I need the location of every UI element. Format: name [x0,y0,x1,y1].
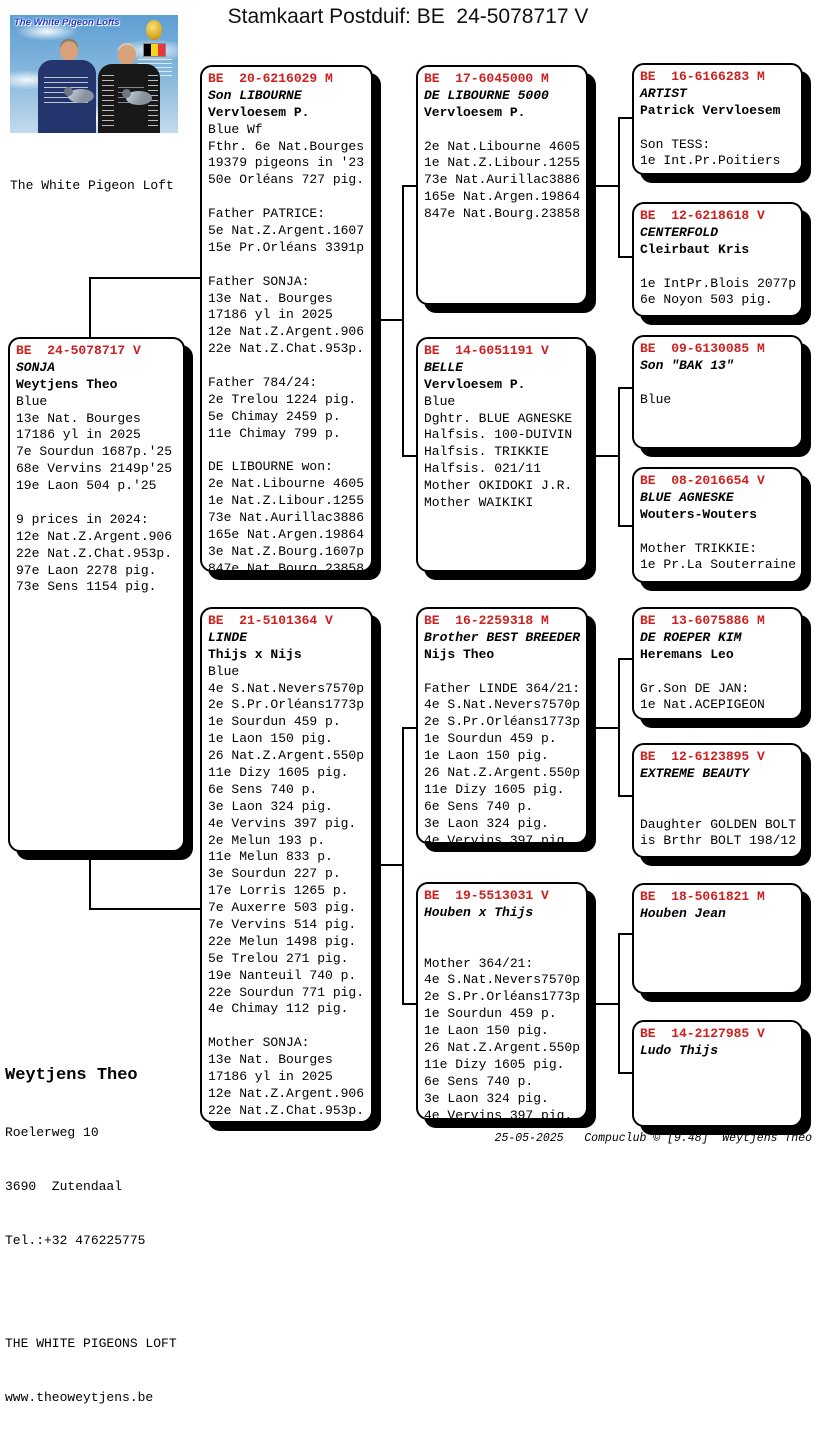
perf-line [208,1018,365,1035]
pigeon-name: Houben x Thijs [424,904,534,920]
footer-loft-name: THE WHITE PIGEONS LOFT [5,1336,177,1351]
perf-line [424,122,580,139]
perf-line: 4e S.Nat.Nevers7570p [424,697,581,713]
fancier-name [424,922,580,939]
perf-line: 19379 pigeons in '23 [208,155,365,171]
connector-line [402,185,404,457]
photo-caption: The White Pigeon Loft [10,178,174,193]
perf-line: 2e S.Pr.Orléans1773p [424,714,581,730]
pigeon-name: BLUE AGNESKE [640,489,734,505]
fancier-name: Vervloesem P. [424,104,526,120]
pedigree-box-dam-dam [416,882,588,1123]
print-info: 25-05-2025 Compuclub © [9.48] Weytjens Theo [494,1132,812,1145]
perf-line: Blue [208,663,240,679]
perf-line: 3e Sourdun 227 p. [208,866,341,882]
perf-line: 12e Nat.Z.Argent.906 [208,1085,365,1101]
pigeon-name: Ludo Thijs [640,1042,719,1058]
perf-line: 9 prices in 2024: [16,511,149,527]
connector-line [89,277,200,279]
ring-number: BE 24-5078717 V [16,343,141,358]
perf-line: 2e Nat.Libourne 4605 [424,138,581,154]
perf-line [208,189,365,206]
perf-line: 68e Vervins 2149p'25 [16,461,173,477]
perf-line: 6e Sens 740 p. [424,1073,534,1089]
pedigree-box-ds-sire [632,607,803,720]
perf-line: 1e Laon 150 pig. [424,1023,549,1039]
pigeon-name: Son LIBOURNE [208,87,302,103]
ring-number: BE 08-2016654 V [640,473,765,488]
perf-line [208,257,365,274]
perf-line: 1e Nat.Z.Libour.1255 [208,493,365,509]
perf-line: 4e Vervins 397 pig. [424,1107,573,1123]
perf-line: 22e Melun 1498 pig. [208,933,357,949]
perf-line: 22e Nat.Z.Chat.953p. [208,1102,365,1118]
pedigree-box-ss-sire [632,63,803,175]
perf-line: 7e Sourdun 1687p.'25 [16,444,173,460]
ring-number: BE 16-6166283 M [640,69,765,84]
perf-line: 13e Nat. Bourges [208,1052,333,1068]
perf-line: Dghtr. BLUE AGNESKE [424,410,573,426]
ring-number: BE 19-5513031 V [424,888,549,903]
pedigree-box-ss-dam [632,202,803,317]
perf-line: 73e Sens 1154 pig. [16,579,157,595]
perf-line [16,495,177,512]
pedigree-box-dd-dam [632,1020,803,1127]
pigeon-name: CENTERFOLD [640,224,719,240]
pigeon-name: ARTIST [640,85,687,101]
connector-line [588,1003,620,1005]
fancier-name [640,375,795,392]
ring-number: BE 14-2127985 V [640,1026,765,1041]
perf-line [640,664,795,681]
perf-line: Blue [640,391,672,407]
perf-line: 7e Auxerre 503 pig. [208,900,357,916]
perf-line: 2e Melun 193 p. [208,832,326,848]
pigeon-name: LINDE [208,629,248,645]
perf-line: Mother OKIDOKI J.R. [424,478,573,494]
footer-website: www.theoweytjens.be [5,1390,154,1405]
connector-line [402,727,404,1005]
perf-line: 165e Nat.Argen.19864 [424,189,581,205]
perf-line: 73e Nat.Aurillac3886 [424,172,581,188]
pigeon-right-icon [126,91,152,105]
perf-line: 2e S.Pr.Orléans1773p [424,989,581,1005]
perf-line: 13e Nat. Bourges [16,410,141,426]
pigeon-name: Brother BEST BREEDER [424,629,581,645]
perf-line [208,358,365,375]
pedigree-box-dam [200,607,373,1123]
ring-number: BE 16-2259318 M [424,613,549,628]
connector-line [404,455,418,457]
perf-line: 22e Sourdun 771 pig. [208,984,365,1000]
perf-line: 1e IntPr.Blois 2077p [640,275,797,291]
connector-line [588,185,620,187]
loft-emblem-icon [146,20,162,40]
fancier-name: Heremans Leo [640,646,734,662]
pedigree-box-sire-sire [416,65,588,305]
connector-line [404,185,418,187]
perf-line: 1e Nat.ACEPIGEON [640,697,765,713]
pigeon-name: Houben Jean [640,905,726,921]
perf-line [208,443,365,460]
perf-line: 4e Chimay 112 pig. [208,1001,349,1017]
loft-photo [10,15,178,133]
perf-line: 2e Trelou 1224 pig. [208,391,357,407]
perf-line: 11e Chimay 799 p. [208,425,341,441]
connector-line [618,658,620,797]
perf-line: Mother 364/21: [424,955,534,971]
perf-line: 19e Laon 504 p.'25 [16,478,157,494]
pigeon-left-icon [68,89,94,103]
connector-line [620,933,634,935]
perf-line: 5e Nat.Z.Argent.1607 [208,223,365,239]
pedigree-box-dd-sire [632,883,803,994]
connector-line [620,1072,634,1074]
connector-line [620,117,634,119]
perf-line: 17186 yl in 2025 [208,1069,333,1085]
connector-line [588,455,620,457]
perf-line: Blue Wf [208,121,263,137]
connector-line [373,864,404,866]
perf-line: 26 Nat.Z.Argent.550p [424,765,581,781]
perf-line: 11e Dizy 1605 pig. [208,765,349,781]
perf-line: 1e Pr.La Souterraine [640,557,797,573]
perf-line: 3e Nat.Z.Bourg.1607p [208,543,365,559]
fancier-name: Wouters-Wouters [640,506,758,522]
perf-line: 11e Dizy 1605 pig. [424,781,565,797]
perf-line: Father 784/24: [208,375,318,391]
connector-line [620,387,634,389]
perf-line: 97e Laon 2278 pig. [16,562,157,578]
perf-line: 3e Laon 324 pig. [424,1090,549,1106]
perf-line [640,120,795,137]
pedigree-box-sire-dam [416,337,588,572]
perf-line: 12e Nat.Z.Argent.906 [208,324,365,340]
perf-line: 4e S.Nat.Nevers7570p [208,680,365,696]
perf-line: Daughter GOLDEN BOLT [640,816,797,832]
footer-address-street: Roelerweg 10 [5,1125,99,1140]
connector-line [618,387,620,527]
connector-line [89,908,200,910]
perf-line: Mother TRIKKIE: [640,540,758,556]
connector-line [404,1003,418,1005]
pedigree-box-dam-sire [416,607,588,848]
pedigree-box-sire [200,65,373,576]
ring-number: BE 18-5061821 M [640,889,765,904]
perf-line [424,664,580,681]
perf-line: Blue [16,393,48,409]
connector-line [89,850,91,910]
perf-line: 11e Dizy 1605 pig. [424,1056,565,1072]
pigeon-name: BELLE [424,359,464,375]
connector-line [620,658,634,660]
ring-number: BE 09-6130085 M [640,341,765,356]
perf-line: 17186 yl in 2025 [208,307,333,323]
fancier-name: Nijs Theo [424,646,495,662]
perf-line: 1e Laon 150 pig. [424,748,549,764]
fancier-name: Vervloesem P. [424,376,526,392]
perf-line: 13e Nat. Bourges [208,290,333,306]
perf-line: 1e Nat.Z.Libour.1255 [424,155,581,171]
pedigree-box-subject [8,337,185,852]
connector-line [89,277,91,339]
perf-line: 1e Sourdun 459 p. [424,731,557,747]
perf-line: Father LINDE 364/21: [424,680,581,696]
fancier-name: Cleirbaut Kris [640,241,750,257]
perf-line: is Brthr BOLT 198/12 [640,833,797,849]
ring-number: BE 20-6216029 M [208,71,333,86]
perf-line: Mother WAIKIKI [424,495,534,511]
footer-address-city: 3690 Zutendaal [5,1179,123,1194]
perf-line: 3e Laon 324 pig. [424,815,549,831]
pedigree-box-sd-dam [632,467,803,583]
connector-line [588,727,620,729]
perf-line: 50e Orléans 727 pig. [208,172,365,188]
connector-line [618,933,620,1074]
pigeon-name: DE LIBOURNE 5000 [424,87,549,103]
perf-line: 17186 yl in 2025 [16,427,141,443]
fancier-name: Weytjens Theo [16,376,118,392]
pigeon-name: SONJA [16,359,56,375]
perf-line: 6e Sens 740 p. [208,781,318,797]
perf-line: 22e Nat.Z.Chat.953p. [208,341,365,357]
perf-line: 2e Nat.Libourne 4605 [208,476,365,492]
perf-line: 1e Sourdun 459 p. [208,714,341,730]
perf-line: 15e Pr.Orléans 3391p [208,239,365,255]
perf-line: 5e Trelou 271 pig. [208,950,349,966]
perf-line: 4e S.Nat.Nevers7570p [424,972,581,988]
fancier-name [640,783,795,800]
fancier-name: Patrick Vervloesem [640,102,781,118]
pedigree-box-sd-sire [632,335,803,449]
perf-line: 1e Laon 150 pig. [208,731,333,747]
perf-line: 26 Nat.Z.Argent.550p [208,748,365,764]
perf-line: Father PATRICE: [208,206,326,222]
footer-owner-name: Weytjens Theo [5,1066,138,1085]
perf-line [640,800,795,817]
perf-line: Mother SONJA: [208,1035,310,1051]
page-title: Stamkaart Postduif: BE 24-5078717 V [227,5,589,28]
perf-line: Father SONJA: [208,273,310,289]
perf-line: Blue [424,393,456,409]
perf-line [424,939,580,956]
photo-banner-text: The White Pigeon Lofts [14,17,120,28]
perf-line: Fthr. 6e Nat.Bourges [208,138,365,154]
perf-line: 22e Nat.Z.Chat.953p. [16,545,173,561]
perf-line: 6e Sens 740 p. [424,798,534,814]
ring-number: BE 21-5101364 V [208,613,333,628]
perf-line: 19e Nanteuil 740 p. [208,967,357,983]
footer-owner-block [5,1028,177,1443]
perf-line: 2e S.Pr.Orléans1773p [208,697,365,713]
perf-line: 847e Nat.Bourg.23858 [208,560,365,576]
connector-line [618,117,620,258]
perf-line: 12e Nat.Z.Argent.906 [16,528,173,544]
connector-line [620,256,634,258]
ring-number: BE 14-6051191 V [424,343,549,358]
connector-line [404,727,418,729]
perf-line: 7e Vervins 514 pig. [208,917,357,933]
pigeon-name: Son "BAK 13" [640,357,734,373]
pigeon-name: EXTREME BEAUTY [640,765,750,781]
fancier-name: Thijs x Nijs [208,646,302,662]
pigeon-name: DE ROEPER KIM [640,629,742,645]
connector-line [620,525,634,527]
fancier-name: Vervloesem P. [208,104,310,120]
perf-line: 4e Vervins 397 pig. [208,815,357,831]
perf-line [640,524,795,541]
perf-line: Son TESS: [640,136,711,152]
perf-line: 17e Lorris 1265 p. [208,883,349,899]
perf-line: 1e Int.Pr.Poitiers [640,153,781,169]
connector-line [373,319,404,321]
ring-number: BE 12-6218618 V [640,208,765,223]
perf-line: DE LIBOURNE won: [208,459,333,475]
perf-line: Gr.Son DE JAN: [640,680,750,696]
perf-line: 6e Noyon 503 pig. [640,292,773,308]
perf-line: 11e Melun 833 p. [208,849,333,865]
belgian-flag-icon [143,43,166,57]
perf-line: 26 Nat.Z.Argent.550p [424,1040,581,1056]
perf-line [640,259,795,276]
perf-line: 1e Sourdun 459 p. [424,1006,557,1022]
perf-line: Halfsis. 100-DUIVIN [424,427,573,443]
connector-line [620,795,634,797]
perf-line: 73e Nat.Aurillac3886 [208,510,365,526]
ring-number: BE 17-6045000 M [424,71,549,86]
ring-number: BE 12-6123895 V [640,749,765,764]
pedigree-box-ds-dam [632,743,803,858]
perf-line: 5e Chimay 2459 p. [208,408,341,424]
footer-phone: Tel.:+32 476225775 [5,1233,146,1248]
perf-line: 847e Nat.Bourg.23858 [424,206,581,222]
ring-number: BE 13-6075886 M [640,613,765,628]
perf-line: Halfsis. 021/11 [424,461,542,477]
perf-line: 3e Laon 324 pig. [208,798,333,814]
perf-line: Halfsis. TRIKKIE [424,444,549,460]
perf-line: 165e Nat.Argen.19864 [208,527,365,543]
perf-line: 4e Vervins 397 pig. [424,832,573,848]
